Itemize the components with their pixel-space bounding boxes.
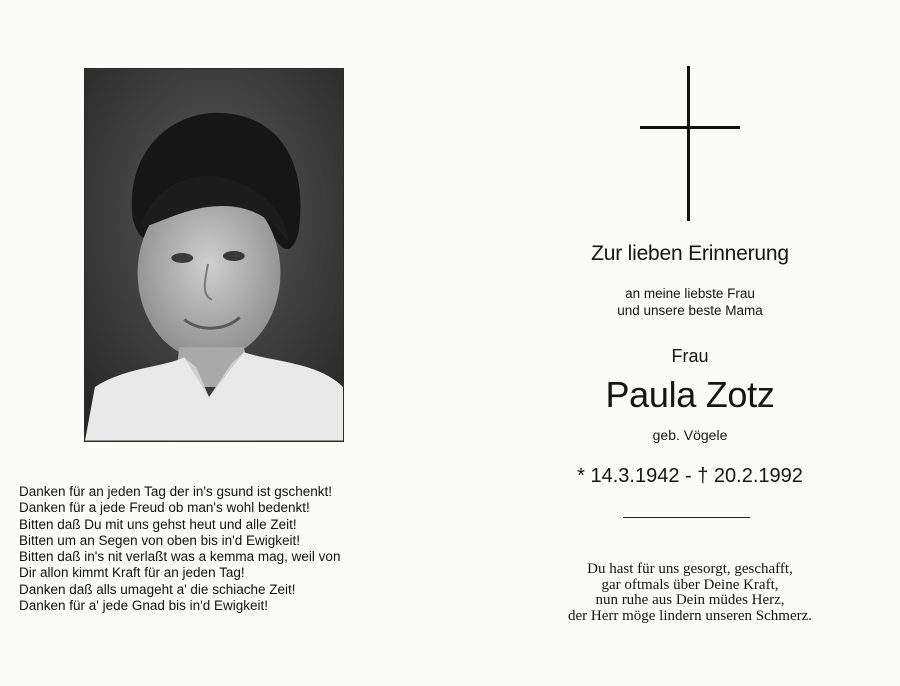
poem-line: Bitten daß in's nit verlaßt was a kemma mag, weil von bbox=[19, 549, 341, 565]
verse-line: gar oftmals über Deine Kraft, bbox=[601, 576, 779, 593]
poem bbox=[19, 484, 439, 614]
poem-line: Danken daß alls umageht a' die schiache Zeit! bbox=[19, 581, 296, 597]
poem-line: Dir allon kimmt Kraft für an jeden Tag! bbox=[19, 565, 245, 581]
dedication bbox=[520, 286, 860, 319]
dedication-line: und unsere beste Mama bbox=[617, 302, 763, 318]
divider-line bbox=[623, 517, 750, 518]
portrait-photo bbox=[84, 68, 344, 442]
poem-line: Danken für a jede Freud ob man's wohl bedenkt! bbox=[19, 500, 310, 516]
poem-line: Bitten daß Du mit uns gehst heut und alle Zeit! bbox=[19, 516, 297, 532]
dedication-line: an meine liebste Frau bbox=[625, 286, 755, 301]
cross-icon bbox=[640, 66, 740, 221]
person-title: Frau bbox=[671, 346, 709, 366]
portrait-photo-icon bbox=[85, 69, 343, 441]
memorial-heading: Zur lieben Erinnerung bbox=[591, 242, 789, 265]
maiden-name: geb. Vögele bbox=[652, 427, 728, 443]
cross-vertical-bar bbox=[687, 66, 690, 221]
poem-line: Bitten um an Segen von oben bis in'd Ewigkeit! bbox=[19, 532, 301, 548]
verse-line: Du hast für uns gesorgt, geschafft, bbox=[587, 561, 793, 577]
poem-line: Danken für a' jede Gnad bis in'd Ewigkeit! bbox=[19, 598, 269, 614]
cross-horizontal-bar bbox=[640, 126, 740, 129]
life-dates: * 14.3.1942 - † 20.2.1992 bbox=[577, 465, 803, 487]
verse-line: der Herr möge lindern unseren Schmerz. bbox=[567, 607, 813, 624]
poem-line: Danken für an jeden Tag der in's gsund ist gschenkt! bbox=[19, 484, 333, 499]
closing-verse bbox=[520, 562, 860, 624]
person-name: Paula Zotz bbox=[605, 374, 775, 415]
verse-line: nun ruhe aus Dein müdes Herz, bbox=[595, 592, 785, 609]
